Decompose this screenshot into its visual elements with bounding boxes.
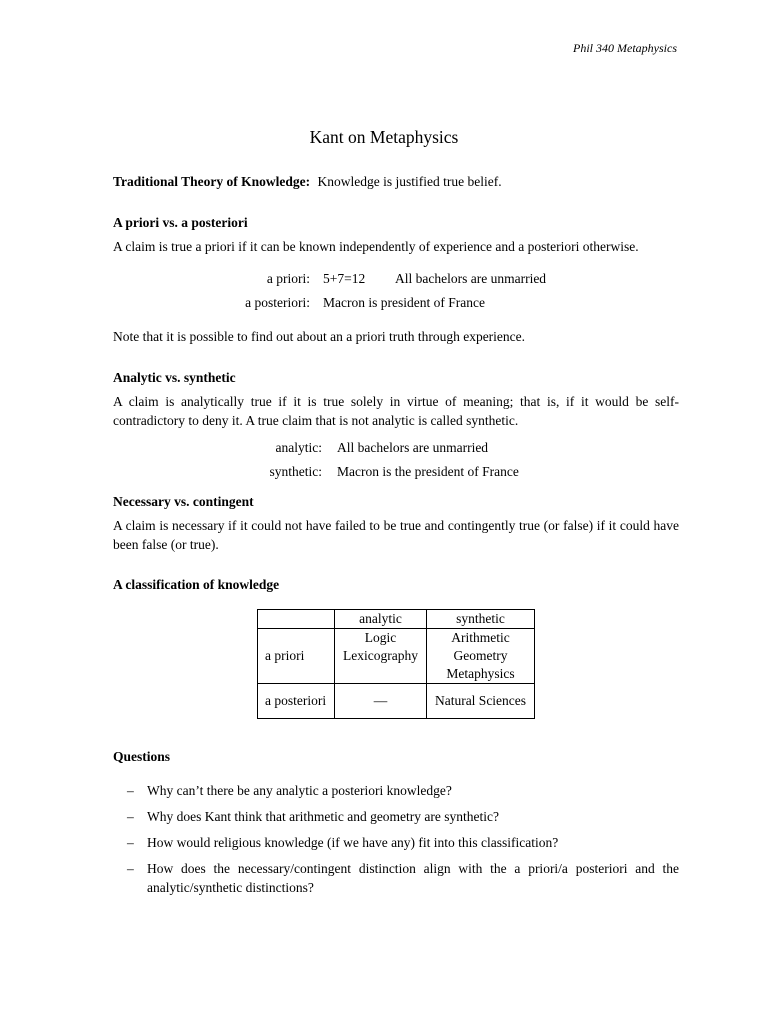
- cell-apriori-synthetic: [427, 629, 535, 684]
- page-title: Kant on Metaphysics: [309, 127, 459, 147]
- apriori-synthetic-arithmetic: Arithmetic: [451, 630, 510, 645]
- list-dash: –: [127, 783, 134, 798]
- analytic-example-label: analytic:: [275, 440, 322, 455]
- necessary-heading: Necessary vs. contingent: [113, 494, 254, 509]
- traditional-label: Traditional Theory of Knowledge:: [113, 174, 311, 189]
- aposteriori-example-label: a posteriori:: [245, 295, 310, 310]
- list-dash: –: [127, 861, 134, 876]
- list-dash: –: [127, 809, 134, 824]
- traditional-text: Knowledge is justified true belief.: [317, 174, 502, 189]
- apriori-synthetic-geometry: Geometry: [453, 648, 508, 663]
- question-item: – How does the necessary/contingent distinction align with the a priori/a posteriori and the analytic/synthetic distinctions?: [127, 861, 679, 895]
- cell-aposteriori-synthetic: Natural Sciences: [427, 684, 535, 719]
- traditional-theory: [113, 172, 679, 191]
- question-item: – Why does Kant think that arithmetic and geometry are synthetic?: [127, 809, 500, 824]
- synthetic-example-label: synthetic:: [269, 464, 322, 479]
- list-dash: –: [127, 835, 134, 850]
- classification-table: [257, 609, 535, 719]
- apriori-example-arith: 5+7=12: [323, 271, 366, 286]
- question-item: – How would religious knowledge (if we have any) fit into this classification?: [127, 835, 559, 850]
- apriori-example-label: a priori:: [266, 271, 310, 286]
- course-header: Phil 340 Metaphysics: [573, 41, 677, 55]
- question-item: – Why can’t there be any analytic a posteriori knowledge?: [127, 783, 452, 798]
- aposteriori-example-value: Macron is president of France: [323, 295, 485, 310]
- synthetic-example-value: Macron is the president of France: [337, 464, 519, 479]
- row-header-apriori: a priori: [258, 629, 335, 684]
- analytic-example-value: All bachelors are unmarried: [337, 440, 489, 455]
- analytic-text: A claim is analytically true if it is true solely in virtue of meaning; that is, if it would be self-contradictory to deny it. A true claim that is not analytic is called synthetic.: [113, 394, 679, 428]
- cell-apriori-analytic: [335, 629, 427, 684]
- col-header-synthetic: synthetic: [427, 610, 535, 629]
- apriori-analytic-logic: Logic: [364, 630, 397, 645]
- apriori-text: A claim is true a priori if it can be known independently of experience and a posteriori otherwise.: [113, 239, 639, 254]
- classification-heading: A classification of knowledge: [113, 577, 280, 592]
- apriori-heading: A priori vs. a posteriori: [113, 215, 248, 230]
- analytic-heading: Analytic vs. synthetic: [113, 370, 236, 385]
- row-header-aposteriori: a posteriori: [258, 684, 335, 719]
- questions-heading: Questions: [113, 749, 171, 764]
- necessary-text: A claim is necessary if it could not have failed to be true and contingently true (or false) if it could have been false (or true).: [113, 518, 679, 552]
- apriori-note: Note that it is possible to find out about an a priori truth through experience.: [113, 329, 526, 344]
- col-header-analytic: analytic: [335, 610, 427, 629]
- apriori-analytic-lexicography: Lexicography: [343, 648, 418, 663]
- apriori-synthetic-metaphysics: Metaphysics: [446, 666, 515, 681]
- cell-aposteriori-analytic: —: [335, 684, 427, 719]
- corner-cell: [258, 610, 335, 629]
- questions-list: [127, 781, 679, 904]
- apriori-example-bachelors: All bachelors are unmarried: [395, 271, 547, 286]
